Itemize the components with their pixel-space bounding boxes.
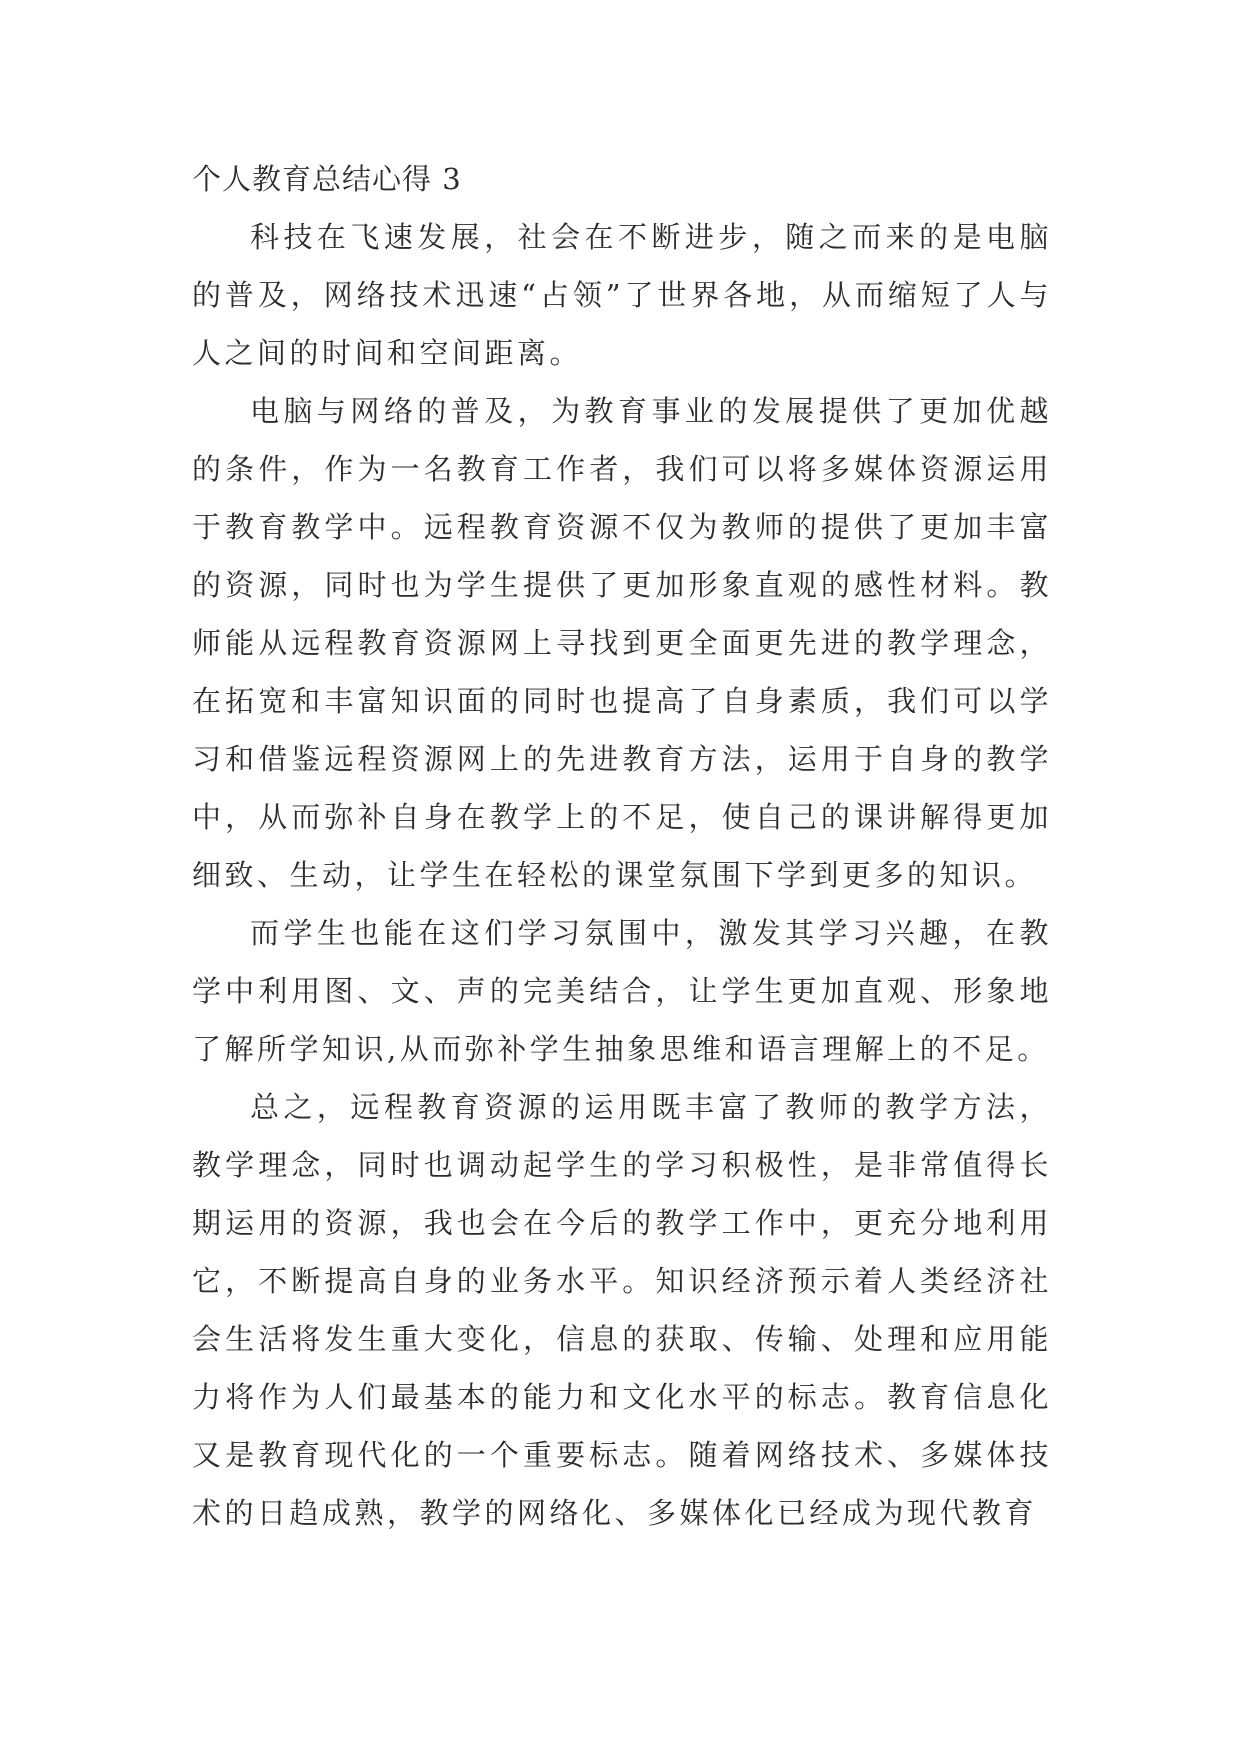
paragraph-3: 而学生也能在这们学习氛围中，激发其学习兴趣，在教学中利用图、文、声的完美结合，让学生更加直观、形象地了解所学知识,从而弥补学生抽象思维和语言理解上的不足。 (192, 916, 1052, 1066)
document-title: 个人教育总结心得 3 (192, 162, 462, 196)
paragraph-2: 电脑与网络的普及，为教育事业的发展提供了更加优越的条件，作为一名教育工作者，我们可以将多媒体资源运用于教育教学中。远程教育资源不仅为教师的提供了更加丰富的资源，同时也为学生提供了更加形象直观的感性材料。教师能从远程教育资源网上寻找到更全面更先进的教学理念，在拓宽和丰富知识面的同时也提高了自身素质，我们可以学习和借鉴远程资源网上的先进教育方法，运用于自身的教学中，从而弥补自身在教学上的不足，使自己的课讲解得更加细致、生动，让学生在轻松的课堂氛围下学到更多的知识。 (192, 394, 1052, 892)
paragraph-1: 科技在飞速发展，社会在不断进步，随之而来的是电脑的普及，网络技术迅速“占领”了世界各地，从而缩短了人与人之间的时间和空间距离。 (192, 220, 1052, 370)
document-body (192, 150, 1052, 1542)
paragraph-4: 总之，远程教育资源的运用既丰富了教师的教学方法，教学理念，同时也调动起学生的学习积极性，是非常值得长期运用的资源，我也会在今后的教学工作中，更充分地利用它，不断提高自身的业务水平。知识经济预示着人类经济社会生活将发生重大变化，信息的获取、传输、处理和应用能力将作为人们最基本的能力和文化水平的标志。教育信息化又是教育现代化的一个重要标志。随着网络技术、多媒体技术的日趋成熟，教学的网络化、多媒体化已经成为现代教育 (192, 1090, 1052, 1530)
